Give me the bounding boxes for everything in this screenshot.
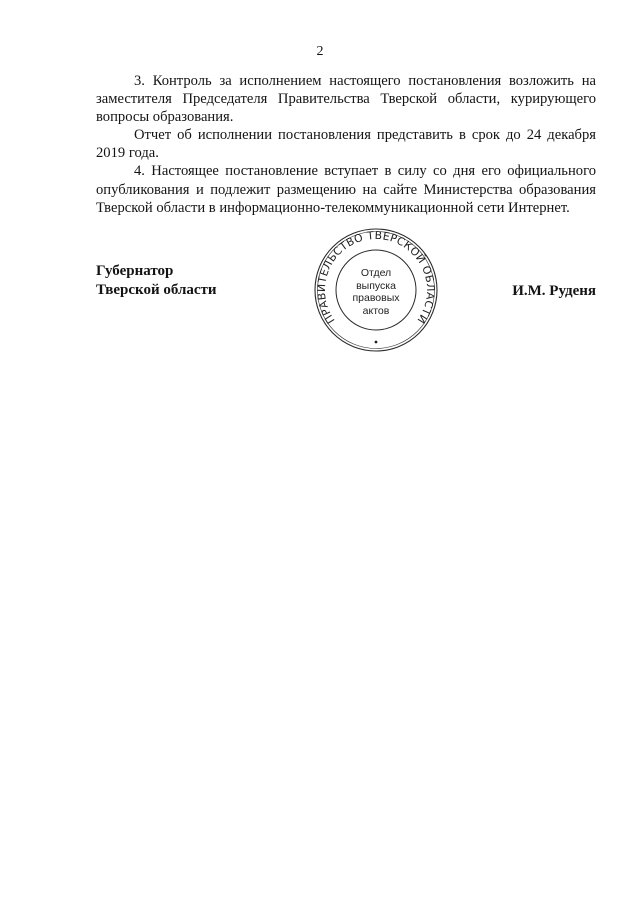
seal-inner-line: выпуска: [356, 279, 396, 292]
signatory-title: [96, 262, 217, 300]
paragraph-control: 3. Контроль за исполнением настоящего постановления возложить на заместителя Председателя Правительства Тверской области, курирующего вопросы образования.: [96, 73, 596, 126]
seal-inner-text: [331, 267, 421, 317]
page-number: 2: [316, 44, 324, 59]
document-body: [96, 72, 596, 217]
seal-inner-line: актов: [362, 304, 390, 317]
official-seal: [313, 227, 439, 353]
signatory-title-line2: Тверской области: [96, 282, 217, 298]
signatory-name: И.М. Руденя: [512, 283, 596, 299]
seal-ring-text: ПРАВИТЕЛЬСТВО ТВЕРСКОЙ ОБЛАСТИ: [314, 228, 438, 327]
seal-inner-line: правовых: [352, 292, 400, 305]
paragraph-report-deadline: Отчет об исполнении постановления представить в срок до 24 декабря 2019 года.: [96, 127, 596, 162]
paragraph-effective-date: 4. Настоящее постановление вступает в силу со дня его официального опубликования и подлежит размещению на сайте Министерства образования Тверской области в информационно-телекоммуникационной сети Интернет.: [96, 163, 596, 216]
seal-bottom-dot-icon: [375, 341, 378, 344]
signatory-title-line1: Губернатор: [96, 263, 174, 279]
seal-inner-line: Отдел: [360, 267, 392, 279]
